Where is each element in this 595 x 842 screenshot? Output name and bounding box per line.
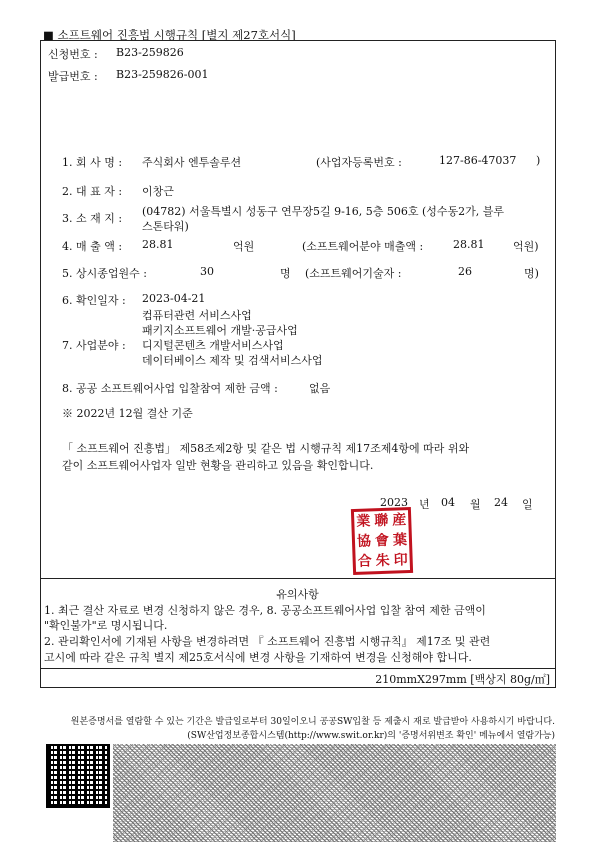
sw-sales-unit: 억원) — [513, 240, 539, 253]
seal-char: 葉 — [392, 532, 408, 549]
ceo-label: 2. 대 표 자 : — [62, 185, 123, 198]
employees-value: 30 — [200, 265, 214, 278]
sw-tech-value: 26 — [458, 265, 472, 278]
statement-line-1: 「 소프트웨어 진흥법」 제58조제2항 및 같은 법 시행규칙 제17조제4항에 따라 위와 — [62, 442, 470, 455]
seal-char: 會 — [374, 532, 390, 550]
issue-number-label: 발급번호 : — [48, 70, 98, 83]
date-month: 04 — [441, 496, 455, 509]
verification-qr-code — [46, 744, 110, 808]
note-line-2: "확인불가"로 명시됩니다. — [44, 619, 168, 632]
date-day: 24 — [494, 496, 508, 509]
issue-number-value: B23-259826-001 — [116, 68, 209, 81]
date-year-unit: 년 — [419, 498, 430, 511]
seal-char: 合 — [357, 553, 372, 570]
confirm-date-value: 2023-04-21 — [142, 292, 206, 305]
business-item-4: 데이터베이스 제작 및 검색서비스사업 — [142, 354, 323, 367]
business-item-1: 컴퓨터관련 서비스사업 — [142, 309, 252, 322]
sales-value: 28.81 — [142, 238, 174, 251]
note-line-1: 1. 최근 결산 자료로 변경 신청하지 않은 경우, 8. 공공소프트웨어사업 입찰 참여 제한 금액이 — [44, 604, 486, 617]
note-line-4: 고시에 따라 같은 규칙 별지 제25호서식에 변경 사항을 기재하여 변경을 신청해야 합니다. — [44, 651, 472, 664]
statement-line-2: 같이 소프트웨어사업자 일반 현황을 관리하고 있음을 확인합니다. — [62, 459, 374, 472]
address-label: 3. 소 재 지 : — [62, 212, 123, 225]
sw-tech-label: (소프트웨어기술자 : — [305, 267, 402, 280]
request-number-label: 신청번호 : — [48, 48, 98, 61]
company-label: 1. 회 사 명 : — [62, 156, 123, 169]
business-item-3: 디지털콘텐츠 개발서비스사업 — [142, 339, 284, 352]
business-label: 7. 사업분야 : — [62, 339, 126, 352]
paper-divider — [40, 668, 556, 669]
company-value: 주식회사 엔투솔루션 — [142, 156, 242, 169]
sales-label: 4. 매 출 액 : — [62, 240, 123, 253]
seal-char: 産 — [392, 512, 407, 529]
sw-sales-label: (소프트웨어분야 매출액 : — [302, 240, 424, 253]
confirm-date-label: 6. 확인일자 : — [62, 294, 126, 307]
note-line-3: 2. 관리확인서에 기재된 사항을 변경하려면 『 소프트웨어 진흥법 시행규칙』 제17조 및 관련 — [44, 635, 491, 648]
employees-label: 5. 상시종업원수 : — [62, 267, 147, 280]
sales-unit: 억원 — [233, 240, 255, 253]
paper-spec: 210mmX297mm [백상지 80g/㎡] — [375, 673, 550, 686]
restriction-value: 없음 — [309, 382, 331, 395]
address-line-2: 스톤타워) — [142, 220, 189, 233]
business-item-2: 패키지소프트웨어 개발·공급사업 — [142, 324, 298, 337]
biz-reg-label: (사업자등록번호 : — [316, 156, 402, 169]
security-barcode-pattern — [113, 744, 556, 842]
restriction-label: 8. 공공 소프트웨어사업 입찰참여 제한 금액 : — [62, 382, 278, 395]
sw-sales-value: 28.81 — [453, 238, 485, 251]
footer-notice-line-1: 원본증명서를 열람할 수 있는 기간은 발급일로부터 30일이오니 공공SW입찰 등 제출시 재로 발급받아 사용하시기 바랍니다. — [70, 717, 555, 727]
address-line-1: (04782) 서울특별시 성동구 연무장5길 9-16, 5층 506호 (성수동2가, 블루 — [142, 205, 505, 218]
sw-tech-unit: 명) — [524, 267, 539, 280]
notes-title: 유의사항 — [276, 588, 319, 601]
seal-char: 印 — [393, 552, 408, 569]
date-day-unit: 일 — [522, 498, 533, 511]
date-year: 2023 — [380, 496, 408, 509]
employees-unit: 명 — [280, 267, 291, 280]
date-month-unit: 월 — [470, 498, 481, 511]
ceo-value: 이창근 — [142, 185, 174, 198]
form-title: ■ 소프트웨어 진흥법 시행규칙 [별지 제27호서식] — [43, 28, 296, 42]
request-number-value: B23-259826 — [116, 46, 184, 59]
biz-reg-value: 127-86-47037 — [439, 154, 517, 167]
seal-char: 協 — [356, 533, 372, 550]
seal-char: 朱 — [375, 552, 390, 570]
basis-note: ※ 2022년 12월 결산 기준 — [62, 407, 193, 420]
seal-char: 聯 — [374, 512, 389, 530]
biz-reg-close: ) — [536, 154, 541, 167]
seal-char: 業 — [356, 513, 371, 530]
official-seal-stamp — [351, 507, 413, 575]
footer-notice-line-2: (SW산업정보종합시스템(http://www.swit.or.kr)의 '증명서위변조 확인' 메뉴에서 열람가능) — [187, 731, 555, 741]
notes-divider — [40, 578, 556, 579]
